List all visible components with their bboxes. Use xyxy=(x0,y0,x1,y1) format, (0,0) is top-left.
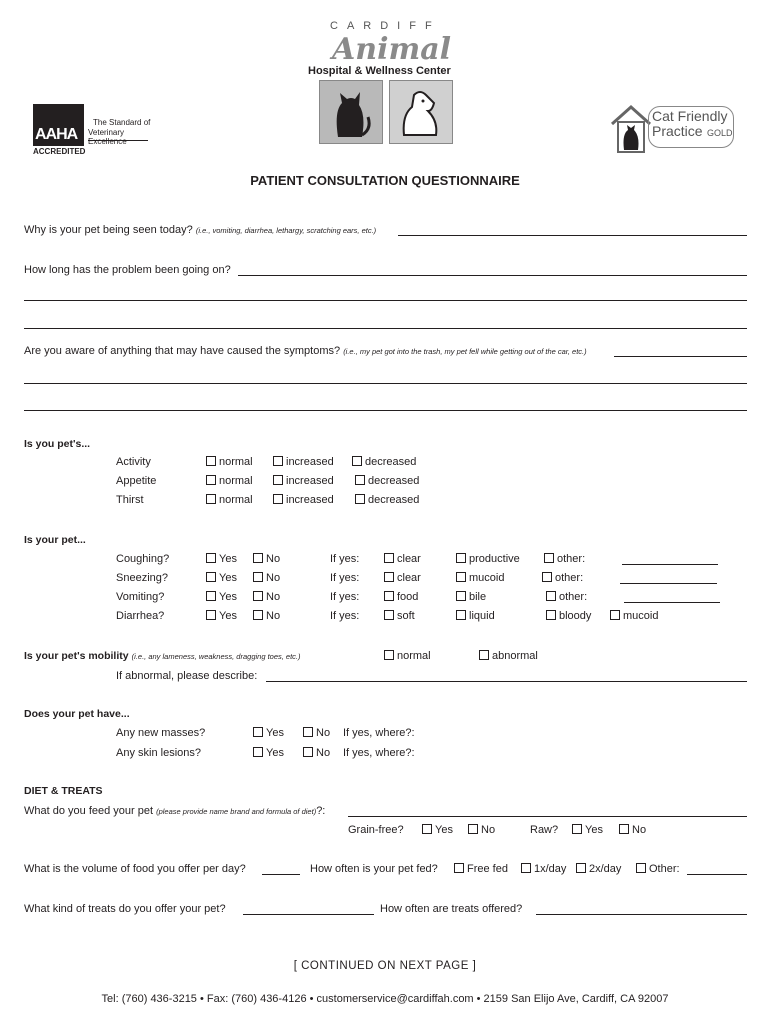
q-often: How often is your pet fed? xyxy=(310,863,438,875)
section-heading-diet: DIET & TREATS xyxy=(24,785,103,797)
mobility-normal-checkbox[interactable]: normal xyxy=(384,650,431,663)
vomiting-yes-checkbox[interactable]: Yes xyxy=(206,591,237,604)
if-yes-label: If yes: xyxy=(330,553,360,565)
q-treats-often: How often are treats offered? xyxy=(380,903,523,915)
diarrhea-mucoid-checkbox[interactable]: mucoid xyxy=(610,610,658,623)
raw-yes-checkbox[interactable]: Yes xyxy=(572,824,603,837)
activity-normal-checkbox[interactable]: normal xyxy=(206,456,253,469)
sneezing-no-checkbox[interactable]: No xyxy=(253,572,280,585)
appetite-normal-checkbox[interactable]: normal xyxy=(206,475,253,488)
dog-silhouette-icon xyxy=(390,81,452,143)
sneezing-yes-checkbox[interactable]: Yes xyxy=(206,572,237,585)
q-duration: How long has the problem been going on? xyxy=(24,264,231,276)
treats-often-line[interactable] xyxy=(536,914,747,915)
coughing-no-checkbox[interactable]: No xyxy=(253,553,280,566)
diarrhea-no-checkbox[interactable]: No xyxy=(253,610,280,623)
masses-no-checkbox[interactable]: No xyxy=(303,727,330,740)
diarrhea-liquid-checkbox[interactable]: liquid xyxy=(456,610,495,623)
vomiting-bile-checkbox[interactable]: bile xyxy=(456,591,486,604)
cat-friendly-line1: Cat Friendly xyxy=(652,108,728,124)
aaha-accredited: ACCREDITED xyxy=(33,147,86,156)
grain-free-label: Grain-free? xyxy=(348,824,404,836)
answer-line[interactable] xyxy=(24,300,747,301)
clinic-logo xyxy=(300,20,470,150)
coughing-clear-checkbox[interactable]: clear xyxy=(384,553,421,566)
row-label-thirst: Thirst xyxy=(116,494,144,506)
vomiting-food-checkbox[interactable]: food xyxy=(384,591,418,604)
row-label-vomiting: Vomiting? xyxy=(116,591,165,603)
row-label-appetite: Appetite xyxy=(116,475,157,487)
duration-answer-line[interactable] xyxy=(238,275,747,276)
masses-where-label: If yes, where?: xyxy=(343,727,415,739)
treats-answer-line[interactable] xyxy=(243,914,374,915)
once-daily-checkbox[interactable]: 1x/day xyxy=(521,863,566,876)
sneezing-mucoid-checkbox[interactable]: mucoid xyxy=(456,572,504,585)
q-feed: What do you feed your pet (please provide name brand and formula of diet)?: xyxy=(24,805,326,817)
activity-decreased-checkbox[interactable]: decreased xyxy=(352,456,416,469)
row-label-lesions: Any skin lesions? xyxy=(116,747,201,759)
twice-daily-checkbox[interactable]: 2x/day xyxy=(576,863,621,876)
aaha-mark: AAHA xyxy=(33,104,84,146)
thirst-decreased-checkbox[interactable]: decreased xyxy=(355,494,419,507)
other-feed-line[interactable] xyxy=(687,874,747,875)
masses-yes-checkbox[interactable]: Yes xyxy=(253,727,284,740)
cat-silhouette-icon xyxy=(320,81,382,143)
thirst-normal-checkbox[interactable]: normal xyxy=(206,494,253,507)
q-volume: What is the volume of food you offer per day? xyxy=(24,863,246,875)
sneezing-other-checkbox[interactable]: other: xyxy=(542,572,583,585)
answer-line[interactable] xyxy=(24,383,747,384)
section-heading-pets: Is you pet's... xyxy=(24,438,91,450)
coughing-productive-checkbox[interactable]: productive xyxy=(456,553,520,566)
answer-line[interactable] xyxy=(24,410,747,411)
coughing-yes-checkbox[interactable]: Yes xyxy=(206,553,237,566)
row-label-diarrhea: Diarrhea? xyxy=(116,610,165,622)
logo-top-text: CARDIFF xyxy=(330,20,441,32)
q-reason: Why is your pet being seen today? (i.e., vomiting, diarrhea, lethargy, scratching ears, etc.) xyxy=(24,224,377,236)
mobility-describe-line[interactable] xyxy=(266,681,747,682)
cat-friendly-line2: Practice GOLD xyxy=(652,123,733,139)
cat-friendly-logo xyxy=(610,104,740,154)
cat-image xyxy=(319,80,383,144)
row-label-sneezing: Sneezing? xyxy=(116,572,168,584)
mobility-describe-label: If abnormal, please describe: xyxy=(116,670,258,682)
vomiting-no-checkbox[interactable]: No xyxy=(253,591,280,604)
if-yes-label: If yes: xyxy=(330,572,360,584)
feed-answer-line[interactable] xyxy=(348,816,747,817)
if-yes-label: If yes: xyxy=(330,591,360,603)
dog-image xyxy=(389,80,453,144)
free-fed-checkbox[interactable]: Free fed xyxy=(454,863,508,876)
sneezing-clear-checkbox[interactable]: clear xyxy=(384,572,421,585)
appetite-decreased-checkbox[interactable]: decreased xyxy=(355,475,419,488)
volume-answer-line[interactable] xyxy=(262,874,300,875)
diarrhea-soft-checkbox[interactable]: soft xyxy=(384,610,415,623)
grain-free-yes-checkbox[interactable]: Yes xyxy=(422,824,453,837)
sneezing-other-line[interactable] xyxy=(620,583,717,584)
aaha-tagline-1: The Standard of xyxy=(93,118,151,127)
logo-sub-text: Hospital & Wellness Center xyxy=(308,65,451,77)
grain-free-no-checkbox[interactable]: No xyxy=(468,824,495,837)
appetite-increased-checkbox[interactable]: increased xyxy=(273,475,334,488)
coughing-other-line[interactable] xyxy=(622,564,718,565)
row-label-activity: Activity xyxy=(116,456,151,468)
raw-no-checkbox[interactable]: No xyxy=(619,824,646,837)
lesions-yes-checkbox[interactable]: Yes xyxy=(253,747,284,760)
continued-note: [ CONTINUED ON NEXT PAGE ] xyxy=(293,960,477,972)
other-feed-checkbox[interactable]: Other: xyxy=(636,863,680,876)
section-heading-pet: Is your pet... xyxy=(24,534,86,546)
activity-increased-checkbox[interactable]: increased xyxy=(273,456,334,469)
cause-answer-line[interactable] xyxy=(614,356,747,357)
answer-line[interactable] xyxy=(24,328,747,329)
section-heading-have: Does your pet have... xyxy=(24,708,130,720)
if-yes-label: If yes: xyxy=(330,610,360,622)
logo-script-text: Animal xyxy=(332,32,452,67)
raw-label: Raw? xyxy=(530,824,559,836)
thirst-increased-checkbox[interactable]: increased xyxy=(273,494,334,507)
q-cause: Are you aware of anything that may have caused the symptoms? (i.e., my pet got into the trash, my pet fell while getting out of the car, etc.) xyxy=(24,345,587,357)
lesions-where-label: If yes, where?: xyxy=(343,747,415,759)
coughing-other-checkbox[interactable]: other: xyxy=(544,553,585,566)
vomiting-other-checkbox[interactable]: other: xyxy=(546,591,587,604)
mobility-question: Is your pet's mobility (i.e., any lameness, weakness, dragging toes, etc.) xyxy=(24,650,301,662)
aaha-logo xyxy=(33,104,163,158)
reason-answer-line[interactable] xyxy=(398,235,747,236)
footer-contact: Tel: (760) 436-3215 • Fax: (760) 436-4126 • customerservice@cardiffah.com • 2159 San Elijo Ave, Cardiff, CA 92007 xyxy=(101,993,669,1005)
form-title: PATIENT CONSULTATION QUESTIONNAIRE xyxy=(250,173,520,188)
house-cat-icon xyxy=(610,104,652,154)
diarrhea-bloody-checkbox[interactable]: bloody xyxy=(546,610,591,623)
aaha-tagline-2: Veterinary Excellence xyxy=(88,128,127,146)
vomiting-other-line[interactable] xyxy=(624,602,720,603)
row-label-coughing: Coughing? xyxy=(116,553,170,565)
diarrhea-yes-checkbox[interactable]: Yes xyxy=(206,610,237,623)
row-label-masses: Any new masses? xyxy=(116,727,206,739)
lesions-no-checkbox[interactable]: No xyxy=(303,747,330,760)
mobility-abnormal-checkbox[interactable]: abnormal xyxy=(479,650,538,663)
q-treats: What kind of treats do you offer your pet? xyxy=(24,903,226,915)
